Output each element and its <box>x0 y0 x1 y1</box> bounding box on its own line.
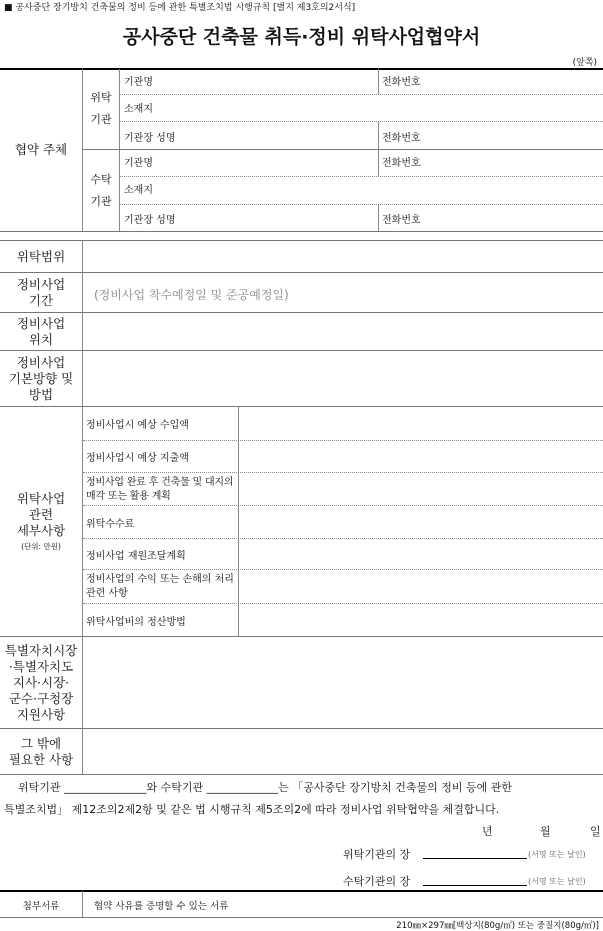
location-label: 정비사업 위치 <box>16 315 66 347</box>
consignor-label: 위탁 기관 <box>90 91 112 126</box>
consignee-head-sign-label: 수탁기관의 장 <box>343 875 411 888</box>
period-field[interactable]: (정비사업 착수예정일 및 준공예정일) <box>94 288 289 302</box>
consignee-signature-line[interactable] <box>423 873 527 886</box>
consignee-phone-label: 전화번호 <box>382 158 421 169</box>
month-label: 월 <box>540 825 551 838</box>
details-label: 위탁사업 관련 세부사항 (단위: 만원) <box>16 491 66 551</box>
special-support-label: 특별자치시장 ·특별자치도 지사·시장· 군수·구청장 지원사항 <box>4 642 78 722</box>
attachments-label: 첨부서류 <box>22 900 60 912</box>
consignor-head-label: 기관장 성명 <box>124 133 176 144</box>
consignor-signature-line[interactable] <box>423 846 527 859</box>
consignee-label: 수탁 기관 <box>90 172 112 208</box>
consignor-head-sign-label: 위탁기관의 장 <box>343 848 411 861</box>
detail-item-label: 위탁사업비의 정산방법 <box>86 616 186 628</box>
parties-label: 협약 주체 <box>14 142 68 157</box>
other-label: 그 밖에 필요한 사항 <box>8 735 74 767</box>
paper-spec: 210㎜×297㎜[백상지(80g/㎡) 또는 중질지(80g/㎡)] <box>396 921 599 931</box>
special-support-field[interactable] <box>84 638 600 727</box>
scope-field[interactable] <box>84 242 600 271</box>
page-side: (앞쪽) <box>572 58 597 68</box>
consignee-head-label: 기관장 성명 <box>124 215 176 226</box>
consignor-phone-label: 전화번호 <box>382 77 421 88</box>
scope-label: 위탁범위 <box>16 248 66 264</box>
detail-item-label: 정비사업 재원조달계획 <box>86 550 186 562</box>
consignee-sign-note: (서명 또는 날인) <box>528 877 586 886</box>
attachments-value: 협약 사유를 증명할 수 있는 서류 <box>94 901 229 912</box>
detail-item-label: 위탁수수료 <box>86 518 135 530</box>
location-field[interactable] <box>84 314 600 349</box>
consignor-head-phone-label: 전화번호 <box>382 133 421 144</box>
period-label: 정비사업 기간 <box>16 276 66 308</box>
form-title: 공사중단 건축물 취득·정비 위탁사업협약서 <box>122 26 481 48</box>
day-label: 일 <box>590 825 601 838</box>
detail-item-label: 정비사업시 예상 지출액 <box>86 453 189 464</box>
consignor-name-label: 기관명 <box>124 77 153 88</box>
agreement-line-2: 특별조치법」 제12조의2제2항 및 같은 법 시행규칙 제5조의2에 따라 정비사업 위탁협약을 체결합니다. <box>4 803 500 816</box>
other-field[interactable] <box>84 730 600 773</box>
direction-field[interactable] <box>84 352 600 405</box>
consignee-name-label: 기관명 <box>124 158 153 169</box>
direction-label: 정비사업 기본방향 및 방법 <box>8 354 74 402</box>
consignor-address-label: 소재지 <box>124 104 153 115</box>
detail-item-label: 정비사업시 예상 수입액 <box>86 420 189 431</box>
detail-item-label: 정비사업 완료 후 건축물 및 대지의 매각 또는 활용 계획 <box>86 476 234 502</box>
agreement-line-1: 위탁기관 _______________와 수탁기관 _____________는 「공사중단 장기방치 건축물의 정비 등에 관한 <box>18 781 512 794</box>
consignor-sign-note: (서명 또는 날인) <box>528 850 586 859</box>
year-label: 년 <box>482 825 493 838</box>
consignee-head-phone-label: 전화번호 <box>382 215 421 226</box>
regulation-note: ■ 공사중단 장기방치 건축물의 정비 등에 관한 특별조치법 시행규칙 [별지 제3호의2서식] <box>4 3 356 13</box>
consignee-address-label: 소재지 <box>124 185 153 196</box>
detail-item-label: 정비사업의 수익 또는 손해의 처리 관련 사항 <box>86 574 234 599</box>
